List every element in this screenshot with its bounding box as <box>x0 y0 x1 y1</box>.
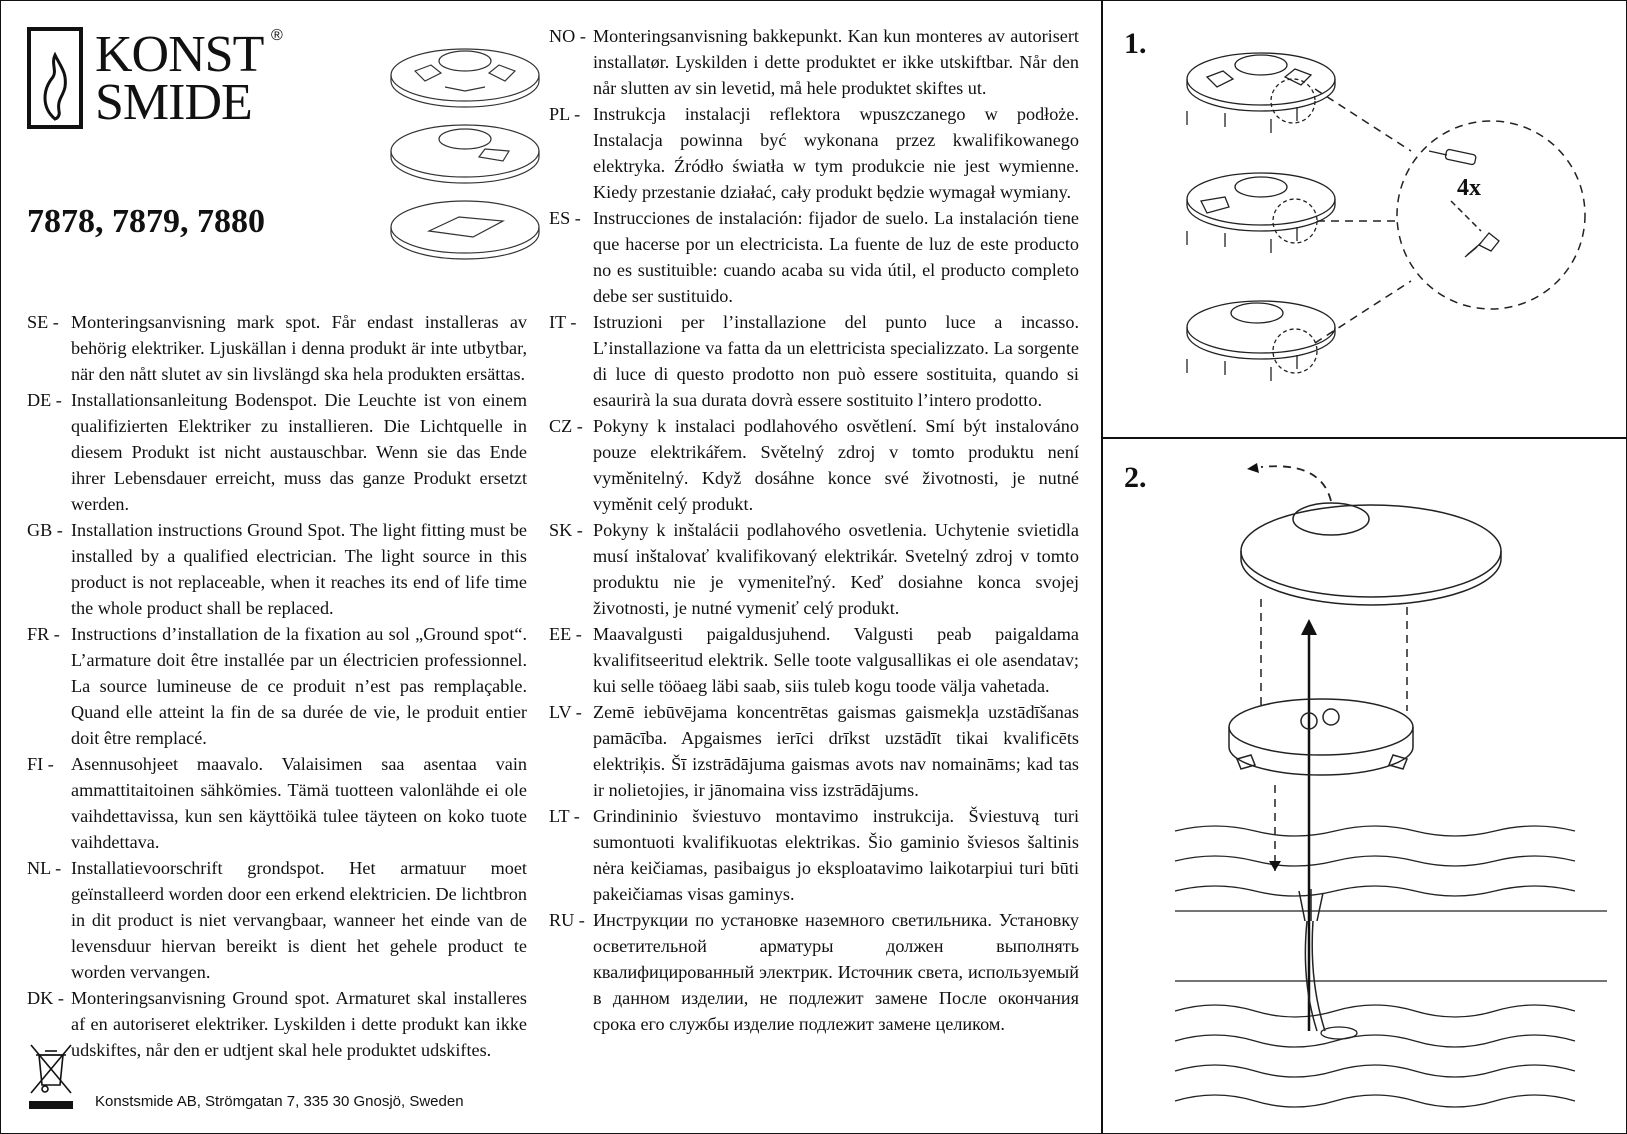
spot-bottom-icon <box>1187 301 1335 381</box>
instructions-left-column <box>27 309 527 1063</box>
brand-line2: SMIDE <box>95 74 252 131</box>
instruction-entry <box>549 699 1079 803</box>
weee-crossed-bin-icon <box>27 1041 75 1111</box>
variant-one-window-icon <box>391 201 539 259</box>
instruction-entry <box>549 101 1079 205</box>
instruction-text: Zemē iebūvējama koncentrētas gaismas gaismekļa uzstādīšanas pamācība. Apgaismes ierīci drīkst uzstādīt tikai kvalificēts elektriķis. Šī izstrādājuma gaismas avots nav nomaināms; kad tas ir nolietojies, ir jānomaina viss izstrādājums. <box>593 702 1079 800</box>
instruction-text: Istruzioni per l’installazione del punto luce a incasso. L’installazione va fatta da un elettricista specializzato. La sorgente di luce di questo prodotto non può essere sostituita, quando si esaurirà la sua durata dovrà essere sostituito l’intero prodotto. <box>593 312 1079 410</box>
flame-logo-icon <box>27 27 83 131</box>
lang-code: FR - <box>27 624 60 644</box>
instruction-entry <box>549 413 1079 517</box>
instruction-entry <box>549 205 1079 309</box>
instruction-text: Pokyny k instalaci podlahového osvětlení. Smí být instalováno pouze elektrikářem. Světelný zdroj v tomto produktu není vyměnitelný. Když dosáhne konce své životnosti, je nutné vyměnit celý produkt. <box>593 416 1079 514</box>
instruction-entry <box>27 517 527 621</box>
screw-count-label: 4x <box>1457 175 1481 201</box>
power-cable-icon <box>1299 889 1325 1031</box>
spot-middle-icon <box>1187 173 1335 253</box>
alignment-lines <box>1261 599 1407 871</box>
brand-logo <box>27 27 287 137</box>
instruction-entry <box>549 621 1079 699</box>
instruction-text: Installation instructions Ground Spot. The light fitting must be installed by a qualified electrician. The light source in this product is not replaceable, when it reaches its end of life time the whole product shall be replaced. <box>71 520 527 618</box>
lift-arrow-head <box>1247 463 1259 473</box>
product-numbers: 7878, 7879, 7880 <box>27 203 265 240</box>
junction-box-icon <box>1229 699 1413 775</box>
instruction-entry <box>549 309 1079 413</box>
company-address: Konstsmide AB, Strömgatan 7, 335 30 Gnosjö, Sweden <box>95 1093 464 1110</box>
instruction-text: Instrucciones de instalación: fijador de suelo. La instalación tiene que hacerse por un electricista. La fuente de luz de este producto no es sustituible: cuando acaba su vida útil, el producto completo debe ser sustituido. <box>593 208 1079 306</box>
lang-code: NO - <box>549 26 586 46</box>
instruction-text: Инструкции по установке наземного светильника. Установку осветительной арматуры должен выполнять квалифицированный электрик. Источник света, используемый в данном изделии, не подлежит замене После окончания срока его службы изделие подлежит замене целиком. <box>593 910 1079 1034</box>
down-arrow-head <box>1269 861 1281 871</box>
lang-code: IT - <box>549 312 577 332</box>
instruction-text: Monteringsanvisning Ground spot. Armaturet skal installeres af en autoriseret elektriker. Lyskilden i dette produkt kan ikke udskiftes, når den er udtjent skal hele produktet udskiftes. <box>71 988 527 1060</box>
lang-code: SE - <box>27 312 59 332</box>
lang-code: LT - <box>549 806 580 826</box>
lang-code: DK - <box>27 988 64 1008</box>
instruction-entry <box>27 751 527 855</box>
lang-code: PL - <box>549 104 581 124</box>
step-2-label: 2. <box>1124 461 1147 494</box>
zoom-leaders <box>1315 89 1585 343</box>
instruction-entry <box>27 985 527 1063</box>
lang-code: DE - <box>27 390 62 410</box>
lang-code: NL - <box>27 858 62 878</box>
lang-code: EE - <box>549 624 582 644</box>
brand-line1: KONST <box>95 26 264 83</box>
instruction-text: Monteringsanvisning mark spot. Får endast installeras av behörig elektriker. Ljuskällan i denna produkt är inte utbytbar, när den nått slutet av sin livslängd ska hela produkten ersättas. <box>71 312 527 384</box>
cable-arrow-head <box>1301 619 1317 635</box>
instruction-text: Asennusohjeet maavalo. Valaisimen saa asentaa vain ammattitaitoinen sähkömies. Tämä tuotteen valonlähde ei ole vaihdettavissa, kun sen käyttöikä tulee täyteen on koko tuote vaihdettava. <box>71 754 527 852</box>
screw-arrow <box>1451 201 1481 231</box>
step-1-label: 1. <box>1124 27 1147 60</box>
lift-arrow <box>1261 466 1331 501</box>
product-variants-illustration <box>385 31 545 271</box>
column-divider <box>1101 1 1103 1133</box>
ground-surface-icon <box>1175 826 1607 1107</box>
lang-code: ES - <box>549 208 581 228</box>
lang-code: FI - <box>27 754 54 774</box>
instruction-entry <box>27 309 527 387</box>
lang-code: CZ - <box>549 416 583 436</box>
lang-code: GB - <box>27 520 63 540</box>
instruction-entry <box>549 517 1079 621</box>
instruction-text: Pokyny k inštalácii podlahového osvetlenia. Uchytenie svietidla musí inštalovať kvalifikovaný elektrikár. Svetelný zdroj v tomto produktu nie je vymeniteľný. Keď dosiahne konca svojej životnosti, je nutné vymeniť celý produkt. <box>593 520 1079 618</box>
variant-two-window-icon <box>391 125 539 183</box>
step-2-mounting-illustration <box>1171 451 1611 1121</box>
step-1-screws-illustration <box>1161 31 1601 421</box>
instruction-entry <box>549 23 1079 101</box>
lang-code: RU - <box>549 910 585 930</box>
registered-mark: ® <box>271 27 283 44</box>
instruction-text: Installatievoorschrift grondspot. Het armatuur moet geïnstalleerd worden door een erkend elektricien. De lichtbron in dit product is niet vervangbaar, wanneer het einde van de levensduur hiervan bereikt is dient het gehele product te worden vervangen. <box>71 858 527 982</box>
instruction-entry <box>549 907 1079 1037</box>
brand-wordmark <box>95 26 264 131</box>
instructions-middle-column <box>549 23 1079 1037</box>
instruction-text: Instructions d’installation de la fixation au sol „Ground spot“. L’armature doit être installée par un électricien professionnel. La source lumineuse de ce produit n’est pas remplaçable. Quand elle atteint la fin de sa durée de vie, le produit entier doit être remplacé. <box>71 624 527 748</box>
instruction-text: Instrukcja instalacji reflektora wpuszczanego w podłoże. Instalacja powinna być wykonana przez kwalifikowanego elektryka. Źródło światła w tym produkcie nie jest wymienne. Kiedy przestanie działać, cały produkt będzie wymagał wymiany. <box>593 104 1079 202</box>
variant-four-window-icon <box>391 49 539 107</box>
spot-cover-icon <box>1241 503 1501 605</box>
screwdriver-icon <box>1429 149 1476 165</box>
step-divider <box>1102 437 1626 439</box>
lang-code: LV - <box>549 702 582 722</box>
screw-icon <box>1465 233 1499 257</box>
instruction-text: Grindininio šviestuvo montavimo instrukcija. Šviestuvą turi sumontuoti kvalifikuotas elektrikas. Šio gaminio šviesos šaltinis nėra keičiamas, pasibaigus jo eksploatavimo laikotarpiui turi būti pakeičiamas visas gaminys. <box>593 806 1079 904</box>
instruction-entry <box>549 803 1079 907</box>
instruction-entry <box>27 387 527 517</box>
lang-code: SK - <box>549 520 583 540</box>
instruction-entry <box>27 855 527 985</box>
instruction-text: Installationsanleitung Bodenspot. Die Leuchte ist von einem qualifizierten Elektriker zu installieren. Die Lichtquelle in diesem Produkt ist nicht austauschbar. Wenn sie das Ende ihrer Lebensdauer erreicht, muss das ganze Produkt ersetzt werden. <box>71 390 527 514</box>
instruction-entry <box>27 621 527 751</box>
spot-top-icon <box>1187 53 1335 133</box>
instruction-text: Maavalgusti paigaldusjuhend. Valgusti peab paigaldama kvalifitseeritud elektrik. Selle toote valgusallikas ei ole asendatav; kui selle tööaeg läbi saab, siis tuleb kogu toode välja vahetada. <box>593 624 1079 696</box>
instruction-text: Monteringsanvisning bakkepunkt. Kan kun monteres av autorisert installatør. Lyskilden i dette produktet er ikke utskiftbar. Når den når slutten av sin levetid, må hele produktet skiftes ut. <box>593 26 1079 98</box>
